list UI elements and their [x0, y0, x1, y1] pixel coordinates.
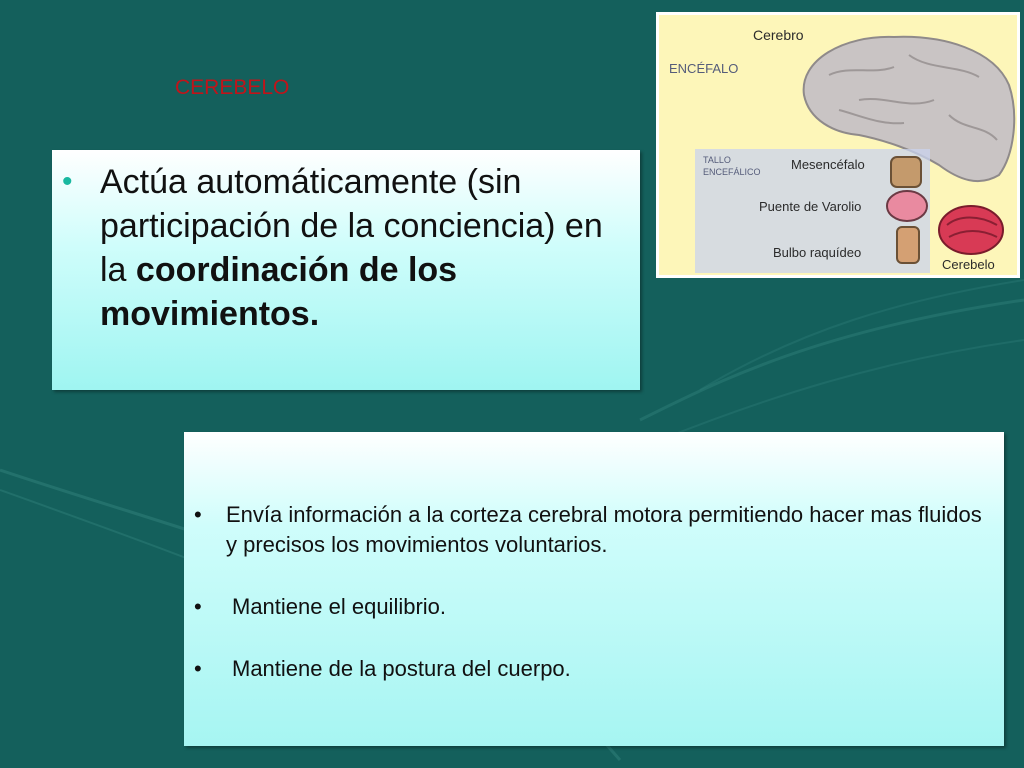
- bullet-icon: •: [194, 502, 202, 527]
- main-bullet-text: [100, 160, 622, 336]
- main-text-regular: Actúa automáticamente (sin participación de la conciencia) en la: [100, 163, 603, 289]
- bullet-icon: •: [194, 656, 202, 681]
- brain-illustration: [659, 15, 1017, 275]
- label-bulbo-raquideo: Bulbo raquídeo: [773, 245, 862, 260]
- list-item-text: Mantiene el equilibrio.: [232, 594, 447, 619]
- details-text-box: [184, 432, 1004, 746]
- bullet-icon: •: [62, 165, 73, 198]
- label-cerebro: Cerebro: [753, 27, 804, 43]
- list-item-text: Mantiene de la postura del cuerpo.: [232, 656, 571, 681]
- slide-title: CEREBELO: [175, 76, 290, 99]
- brain-diagram: [656, 12, 1020, 278]
- label-puente-de-varolio: Puente de Varolio: [759, 199, 862, 214]
- list-item: [194, 654, 984, 684]
- list-item-text: Envía información a la corteza cerebral motora permitiendo hacer mas fluidos y precisos los movimientos voluntarios.: [226, 502, 982, 557]
- list-item: [194, 500, 984, 560]
- main-bullet-item: [62, 160, 622, 336]
- label-encefalico: ENCEFÁLICO: [703, 167, 761, 177]
- label-mesencefalo: Mesencéfalo: [791, 157, 865, 172]
- label-cerebelo: Cerebelo: [942, 257, 995, 272]
- main-text-box: [52, 150, 640, 390]
- label-encefalo: ENCÉFALO: [669, 61, 739, 76]
- label-tallo: TALLO: [703, 155, 731, 165]
- bullet-icon: •: [194, 594, 202, 619]
- list-item: [194, 592, 984, 622]
- main-text-bold: coordinación de los movimientos.: [100, 251, 458, 333]
